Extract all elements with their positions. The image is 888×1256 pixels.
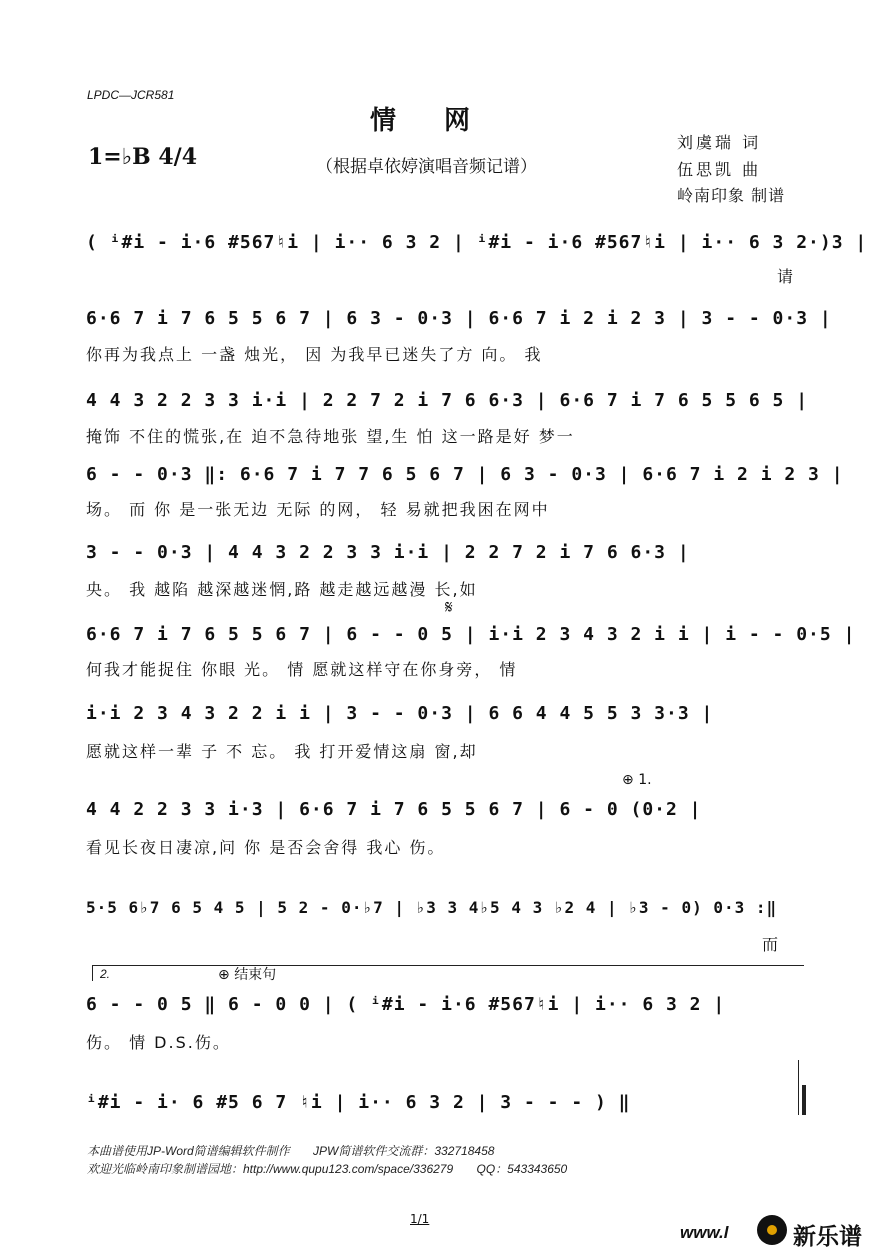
page-number: 1/1 — [410, 1212, 430, 1226]
brand-name: 新乐谱 — [793, 1224, 862, 1250]
ending-mark: ⊕ 结束句 — [218, 967, 277, 983]
system-9-lyrics: 而 — [762, 935, 781, 954]
system-10-lyrics: 伤。 情 D.S.伤。 — [86, 1033, 231, 1052]
composer-credit: 伍思凯 曲 — [677, 160, 762, 179]
system-6-notes: 6·6 7 i 7 6 5 5 6 7 | 6 - - 0 5 | i·i 2 3 4 3 2 i i | i - - 0·5 | — [86, 624, 856, 645]
arranger-credit: 岭南印象 制谱 — [677, 186, 786, 205]
system-3-notes: 4 4 3 2 2 3 3 i·i | 2 2 7 2 i 7 6 6·3 | 6·6 7 i 7 6 5 5 6 5 | — [86, 390, 809, 411]
footer-line-2: 欢迎光临岭南印象制谱园地：http://www.qupu123.com/space/336279 QQ：543343650 — [87, 1162, 568, 1176]
brand-site: www.l — [680, 1223, 729, 1242]
system-5-notes: 3 - - 0·3 | 4 4 3 2 2 3 3 i·i | 2 2 7 2 i 7 6 6·3 | — [86, 542, 690, 563]
system-3-lyrics: 掩饰 不住的慌张,在 迫不急待地张 望,生 怕 这一路是好 梦一 — [86, 427, 575, 446]
brand-logo[interactable] — [680, 1215, 880, 1250]
system-1-notes: ( ⁱ#i - i·6 #567♮i | i·· 6 3 2 | ⁱ#i - i·6 #567♮i | i·· 6 3 2·)3 | — [86, 232, 868, 253]
segno-sign: 𝄋 — [445, 597, 453, 618]
system-1-lyrics: 请 — [777, 267, 796, 286]
record-disc-icon — [757, 1215, 787, 1245]
system-9-notes: 5·5 6♭7 6 5 4 5 | 5 2 - 0·♭7 | ♭3 3 4♭5 4 3 ♭2 4 | ♭3 - 0) 0·3 :‖ — [86, 898, 778, 917]
system-7-notes: i·i 2 3 4 3 2 2 i i | 3 - - 0·3 | 6 6 4 4 5 5 3 3·3 | — [86, 703, 714, 724]
song-title: 情网 — [370, 106, 519, 136]
system-10-notes: 6 - - 0 5 ‖ 6 - 0 0 | ( ⁱ#i - i·6 #567♮i | i·· 6 3 2 | — [86, 994, 726, 1015]
system-8-notes: 4 4 2 2 3 3 i·3 | 6·6 7 i 7 6 5 5 6 7 | 6 - 0 (0·2 | — [86, 799, 702, 820]
system-7-lyrics: 愿就这样一辈 子 不 忘。 我 打开爱情这扇 窗,却 — [86, 742, 478, 761]
coda-1-mark: ⊕ 1. — [622, 772, 652, 788]
final-barline-thick — [802, 1085, 806, 1115]
lyricist-credit: 刘虞瑞 词 — [677, 133, 762, 152]
system-4-lyrics: 场。 而 你 是一张无边 无际 的网， 轻 易就把我困在网中 — [86, 500, 550, 519]
final-barline-thin — [798, 1060, 799, 1115]
system-11-notes: ⁱ#i - i· 6 #5 6 7 ♮i | i·· 6 3 2 | 3 - - - ) ‖ — [86, 1092, 631, 1113]
footer-line-1: 本曲谱使用JP-Word简谱编辑软件制作 JPW简谱软件交流群：332718458 — [87, 1144, 495, 1158]
system-6-lyrics: 何我才能捉住 你眼 光。 情 愿就这样守在你身旁， 情 — [86, 660, 518, 679]
system-2-notes: 6·6 7 i 7 6 5 5 6 7 | 6 3 - 0·3 | 6·6 7 i 2 i 2 3 | 3 - - 0·3 | — [86, 308, 832, 329]
volta-bracket — [92, 965, 93, 981]
system-4-notes: 6 - - 0·3 ‖: 6·6 7 i 7 7 6 5 6 7 | 6 3 - 0·3 | 6·6 7 i 2 i 2 3 | — [86, 464, 844, 485]
coda-icon: ⊕ — [622, 772, 634, 788]
volta-2-label: 2. — [100, 967, 111, 981]
system-2-lyrics: 你再为我点上 一盏 烛光， 因 为我早已迷失了方 向。 我 — [86, 345, 543, 364]
system-8-lyrics: 看见长夜日凄凉,问 你 是否会舍得 我心 伤。 — [86, 838, 446, 857]
subtitle: （根据卓依婷演唱音频记谱） — [316, 157, 537, 177]
coda-icon: ⊕ — [218, 967, 230, 983]
key-signature: 1=♭B 4/4 — [88, 144, 198, 170]
system-5-lyrics: 央。 我 越陷 越深越迷惘,路 越走越远越漫 长,如 — [86, 580, 478, 599]
score-code: LPDC—JCR581 — [87, 88, 175, 102]
volta-line — [92, 965, 804, 966]
